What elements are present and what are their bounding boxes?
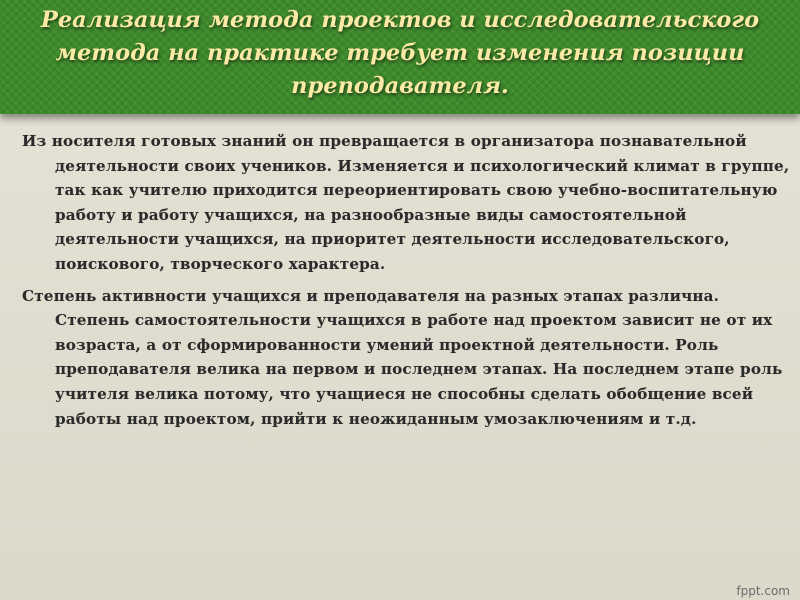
body-paragraph-1: Из носителя готовых знаний он превращается в организатора познавательной деятельности своих учеников. Изменяется и психологический климат в группе, так как учителю приходится переориентировать свою учебно-воспитательную работу и работу учащихся, на разнообразные виды самостоятельной деятельности учащихся, на приоритет деятельности исследовательского, поискового, творческого характера. — [22, 132, 790, 273]
slide-body — [22, 129, 792, 438]
body-paragraph-2: Степень активности учащихся и преподавателя на разных этапах различна. Степень самостоятельности учащихся в работе над проектом зависит не от их возраста, а от сформированности умений проектной деятельности. Роль преподавателя велика на первом и последнем этапах. На последнем этапе роль учителя велика потому, что учащиеся не способны сделать обобщение всей работы над проектом, прийти к неожиданным умозаключениям и т.д. — [22, 286, 783, 428]
slide-title: Реализация метода проектов и исследовательского метода на практике требует изменения позиции преподавателя. — [40, 7, 760, 99]
title-banner — [0, 0, 800, 114]
watermark: fppt.com — [736, 584, 790, 598]
